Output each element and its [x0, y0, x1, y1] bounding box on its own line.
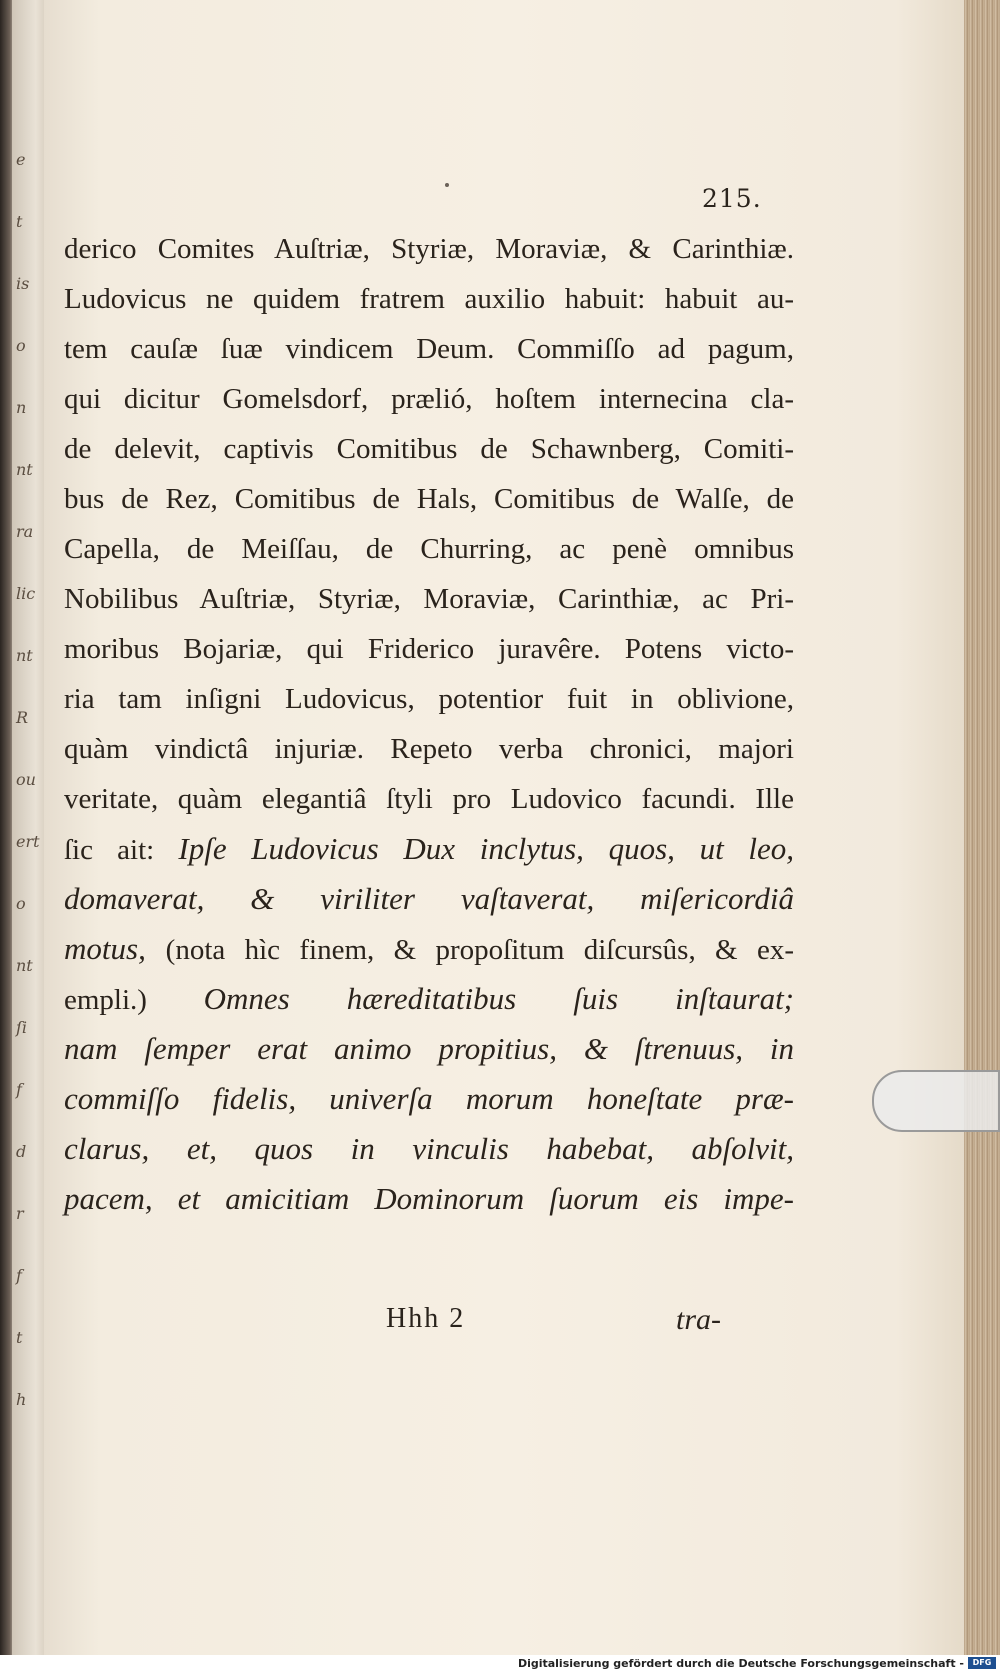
italic-run: Omnes hæreditatibus ſuis inſtaurat; — [203, 981, 795, 1016]
roman-run: moribus Bojariæ, qui Friderico juravêre. Potens victo- — [64, 633, 794, 665]
text-line — [64, 324, 794, 374]
text-line — [64, 274, 794, 324]
italic-run: motus, — [64, 931, 166, 966]
text-line — [64, 1074, 794, 1124]
facing-page-letter: ert — [16, 832, 40, 851]
text-line — [64, 424, 794, 474]
facing-page-letter: t — [16, 212, 23, 231]
facing-page-letter: is — [16, 274, 30, 293]
dfg-logo: DFG — [968, 1657, 996, 1669]
facing-page-letter: f — [16, 1080, 22, 1099]
text-line — [64, 674, 794, 724]
facing-page-letter: t — [16, 1328, 23, 1347]
roman-run: Capella, de Meiſſau, de Churring, ac penè omnibus — [64, 533, 794, 565]
text-line — [64, 224, 794, 274]
facing-page-letter: nt — [16, 956, 33, 975]
facing-page-letter: nt — [16, 646, 33, 665]
roman-run: ria tam inſigni Ludovicus, potentior fuit in oblivione, — [64, 683, 794, 715]
italic-run: commiſſo fidelis, univerſa morum honeſtate præ- — [64, 1081, 794, 1116]
italic-run: domaverat, & viriliter vaſtaverat, miſericordiâ — [64, 881, 794, 916]
roman-run: quàm vindictâ injuriæ. Repeto verba chronici, majori — [64, 733, 794, 765]
roman-run: tem cauſæ ſuæ vindicem Deum. Commiſſo ad pagum, — [64, 333, 794, 365]
text-line — [64, 774, 794, 824]
text-line — [64, 824, 794, 874]
facing-page-letter: o — [16, 894, 26, 913]
roman-run: bus de Rez, Comitibus de Hals, Comitibus de Walſe, de — [64, 483, 794, 515]
catchword: tra- — [676, 1303, 721, 1336]
italic-run: clarus, et, quos in vinculis habebat, abſolvit, — [64, 1131, 794, 1166]
roman-run: qui dicitur Gomelsdorf, prælió, hoſtem internecina cla- — [64, 383, 794, 415]
text-line — [64, 1174, 794, 1224]
text-line — [64, 624, 794, 674]
page-number: 215. — [702, 184, 762, 213]
text-line — [64, 974, 794, 1024]
facing-page-letter: r — [16, 1204, 24, 1223]
facing-page-letter: o — [16, 336, 26, 355]
text-line — [64, 924, 794, 974]
italic-run: pacem, et amicitiam Dominorum ſuorum eis impe- — [64, 1181, 794, 1216]
facing-page-letter: n — [16, 398, 27, 417]
signature-mark: Hhh 2 — [386, 1303, 466, 1334]
facing-page-letter: ſi — [16, 1018, 28, 1037]
page-block-edges — [964, 0, 1000, 1655]
facing-page-edge — [12, 0, 46, 1655]
text-line — [64, 574, 794, 624]
facing-page-letter: lic — [16, 584, 36, 603]
facing-page-letter: R — [16, 708, 29, 727]
facing-page-letter: e — [16, 150, 26, 169]
facing-page-letter: h — [16, 1390, 27, 1409]
text-line — [64, 724, 794, 774]
roman-run: veritate, quàm elegantiâ ſtyli pro Ludovico facundi. Ille — [64, 783, 794, 815]
facing-page-letter: f — [16, 1266, 22, 1285]
roman-run: (nota hìc finem, & propoſitum diſcursûs, & ex- — [165, 934, 794, 966]
roman-run: ſic ait: — [64, 834, 179, 866]
text-line — [64, 524, 794, 574]
text-line — [64, 1024, 794, 1074]
bookmark-tab — [872, 1070, 1000, 1132]
roman-run: derico Comites Auſtriæ, Styriæ, Moraviæ, & Carinthiæ. — [64, 233, 794, 265]
funding-credit: Digitalisierung gefördert durch die Deutsche Forschungsgemeinschaft - — [517, 1657, 964, 1670]
text-line — [64, 1124, 794, 1174]
facing-page-letter: d — [16, 1142, 27, 1161]
text-line — [64, 474, 794, 524]
roman-run: Ludovicus ne quidem fratrem auxilio habuit: habuit au- — [64, 283, 794, 315]
text-line — [64, 874, 794, 924]
ink-speck — [445, 183, 449, 187]
roman-run: Nobilibus Auſtriæ, Styriæ, Moraviæ, Carinthiæ, ac Pri- — [64, 583, 794, 615]
facing-page-letter: ou — [16, 770, 36, 789]
roman-run: empli.) — [64, 984, 204, 1016]
italic-run: Ipſe Ludovicus Dux inclytus, quos, ut leo, — [178, 831, 795, 866]
text-line — [64, 374, 794, 424]
body-text — [64, 224, 794, 1224]
roman-run: de delevit, captivis Comitibus de Schawnberg, Comiti- — [64, 433, 794, 465]
italic-run: nam ſemper erat animo propitius, & ſtrenuus, in — [64, 1031, 794, 1066]
facing-page-letter: nt — [16, 460, 33, 479]
facing-page-letter: ra — [16, 522, 34, 541]
